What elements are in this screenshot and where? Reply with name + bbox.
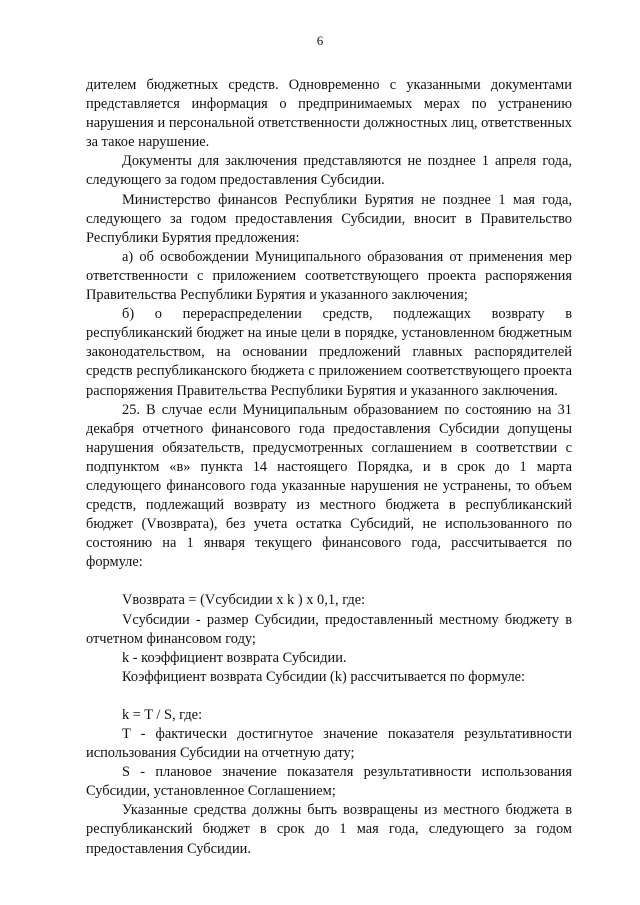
paragraph: Коэффициент возврата Субсидии (k) рассчитывается по формуле:: [122, 668, 526, 685]
blank-line: [86, 572, 572, 591]
formula-line: k = T / S, где:: [122, 706, 203, 723]
blank-line: [86, 687, 572, 706]
paragraph: Документы для заключения представляются не позднее 1 апреля года, следующего за годом предоставления Субсидии.: [86, 153, 572, 189]
paragraph: k - коэффициент возврата Субсидии.: [122, 649, 347, 666]
paragraph: б) о перераспределении средств, подлежащих возврату в республиканский бюджет на иные цели в порядке, установленном бюджетным законодательством, на основании предложений главных распорядителей средств республиканского бюджета с приложением соответствующего проекта распоряжения Правительства Республики Бурятия и указанного заключения.: [86, 306, 572, 399]
paragraph: Vсубсидии - размер Субсидии, предоставленный местному бюджету в отчетном финансовом году;: [86, 611, 572, 647]
paragraph: дителем бюджетных средств. Одновременно с указанными документами представляется информация о предпринимаемых мерах по устранению нарушения и персональной ответственности должностных лиц, ответственных за такое нарушение.: [86, 77, 572, 151]
paragraph: T - фактически достигнутое значение показателя результативности использования Субсидии на отчетную дату;: [86, 726, 572, 762]
formula-line: Vвозврата = (Vсубсидии x k ) x 0,1, где:: [122, 592, 366, 609]
paragraph: Министерство финансов Республики Бурятия не позднее 1 мая года, следующего за годом предоставления Субсидии, вносит в Правительство Республики Бурятия предложения:: [86, 191, 572, 246]
document-body: [86, 76, 572, 859]
paragraph: 25. В случае если Муниципальным образованием по состоянию на 31 декабря отчетного финансового года предоставления Субсидии допущены нарушения обязательств, предусмотренных соглашением в соответствии с подпунктом «в» пункта 14 настоящего Порядка, и в срок до 1 марта следующего финансового года указанные нарушения не устранены, то объем средств, подлежащий возврату из местного бюджета в республиканский бюджет (Vвозврата), без учета остатка Субсидий, не использованного по состоянию на 1 января текущего финансового года, рассчитывается по формуле:: [86, 401, 572, 571]
paragraph: а) об освобождении Муниципального образования от применения мер ответственности с приложением соответствующего проекта распоряжения Правительства Республики Бурятия и указанного заключения;: [86, 248, 572, 304]
page-number: 6: [316, 33, 324, 48]
paragraph: Указанные средства должны быть возвращены из местного бюджета в республиканский бюджет в срок до 1 мая года, следующего за годом предоставления Субсидии.: [86, 802, 572, 857]
paragraph: S - плановое значение показателя результативности использования Субсидии, установленное Соглашением;: [86, 764, 572, 800]
